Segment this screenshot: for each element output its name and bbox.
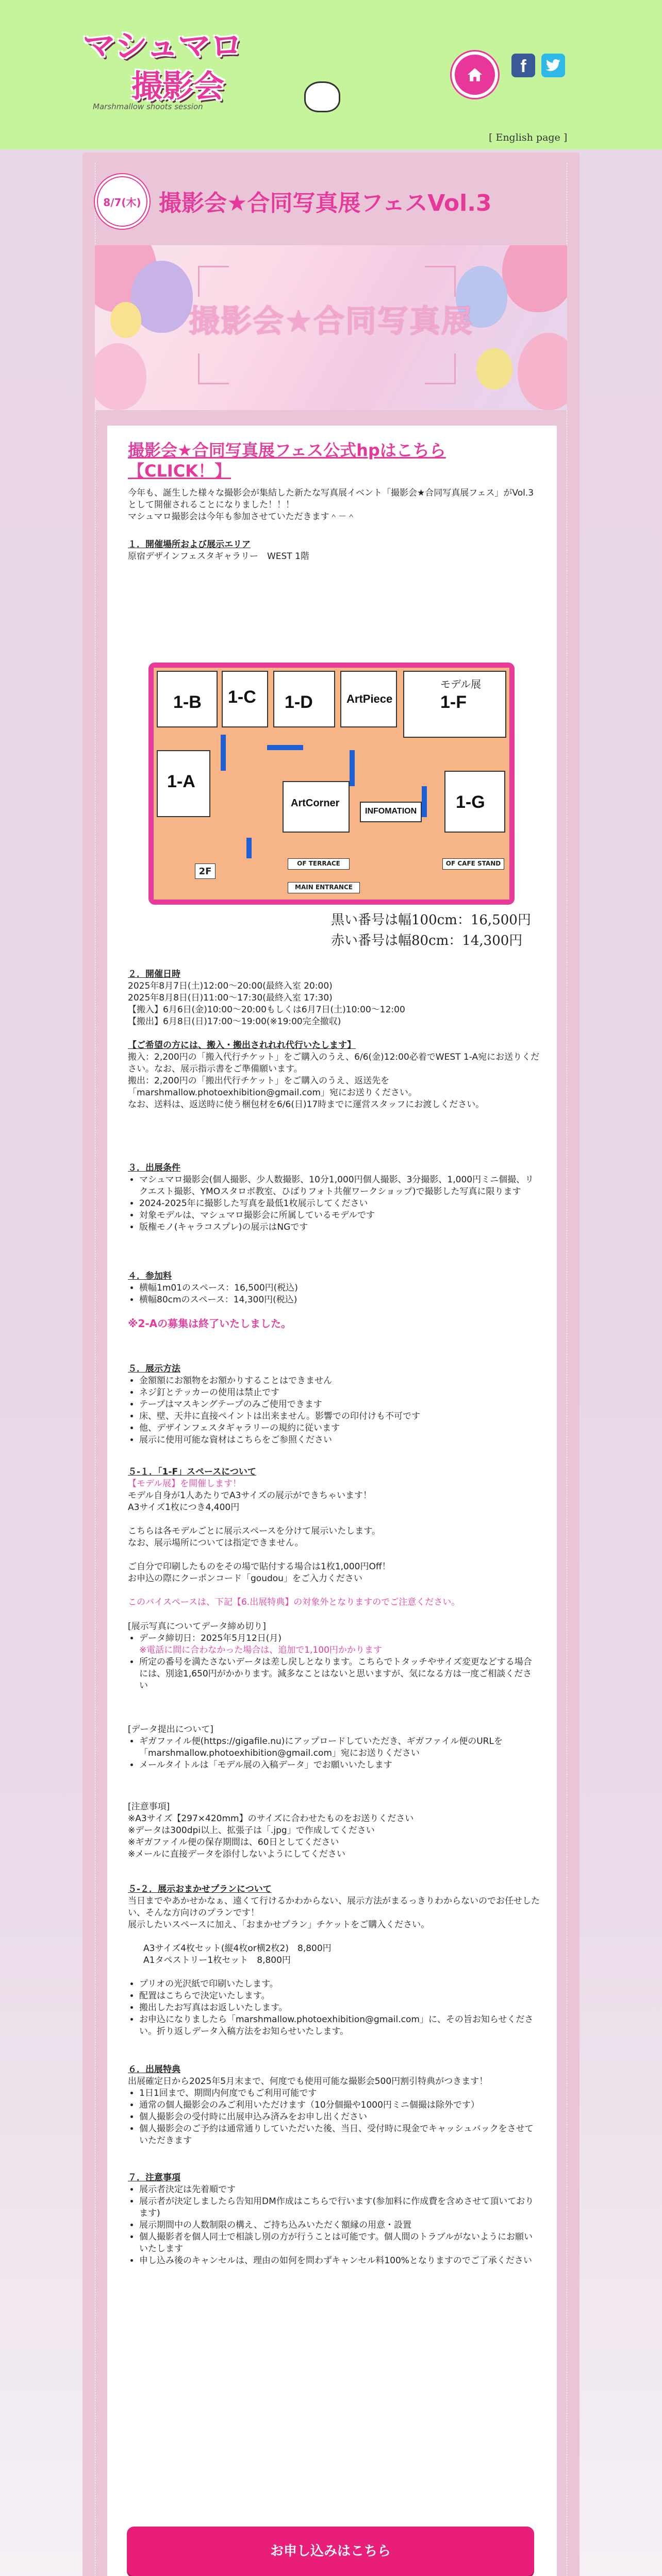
section-5-2: ５-２．展示おまかせプランについて 当日までやあかせかなぁ、遠くて行けるかわからない、展示方法がまるっきりわからないのでお任せしたい、そんな方向けのプランです！ 展示したいスペースに加え、「おまかせプラン」チケットをご購入ください。 A3サイズ4枚セット(縦4枚or横2枚2) 8,800円 A1タペストリー1枚セット 8,800円 • プリオの光沢紙で印刷いたします。 • 配置はこちらで決定いたします。 • 搬出したお写真はお返しいたします。 • お申込になりましたら「marshmallow.photoexhibition@gmail.com」に、その旨お知らせください。折り返しデータ入稿方法をお知らせいたします。 xyxy=(128,1884,540,2038)
main-entrance-sign: MAIN ENTRANCE xyxy=(288,882,360,893)
site-logo[interactable] xyxy=(77,14,263,117)
logo-title: マシュマロ xyxy=(82,27,242,65)
cafe-stand-sign: OF CAFE STAND xyxy=(442,858,504,870)
twitter-icon[interactable] xyxy=(541,54,565,77)
price-legend: 黒い番号は幅100cm：16,500円 赤い番号は幅80cm：14,300円 xyxy=(331,912,531,948)
floor-plan: 1-B 1-C 1-D ArtPiece モデル展 1-F 1-A ArtCorner INFOMATION 1-G 2F OF TERRACE MAIN ENTRANCE OF CAFE STAND xyxy=(148,663,515,905)
section-1 xyxy=(128,539,540,563)
section-5: ５．展示方法 • 金額額にお額物をお額かりすることはできません • ネジ釘とテッカーの使用は禁止です • テープはマスキングテープのみご使用できます • 床、壁、天井に直接ペイントは出来ません。影響での印付けも不可です • 他、デザインフェスタギャラリーの規約に従います • 展示に使用可能な資材はこちらをご参照ください xyxy=(128,1363,540,1446)
intro-text: 今年も、誕生した様々な撮影会が集結した新たな写真展イベント「撮影会★合同写真展フェス」がVol.3として開催されることになりました！！！ マシュマロ撮影会は今年も参加させていただきます＾－＾ xyxy=(128,488,534,522)
date-badge: 8/7(木) xyxy=(97,176,147,227)
section-7: ７．注意事項 • 展示者決定は先着順です • 展示者が決定しましたら告知用DM作成はこちらで行います(参加料に作成費を含めさせて頂いております) • 展示期間中の人数制限の構え、ご持ち込みいただく額縁の用意・設置 • 個人撮影者を個人同士で相談し別の方が行うことは可能です。個人間のトラブルがないようにお願いいたします • 申し込み後のキャンセルは、理由の如何を問わずキャンセル料100%となりますのでご了承ください xyxy=(128,2172,540,2267)
sold-out-notice: ※2-Aの募集は終了いたしました。 xyxy=(128,1317,292,1330)
logo-subtitle: 撮影会 xyxy=(131,69,224,105)
data-deadline: [展示写真についてデータ締め切り] • データ締切日：2025年5月12日(月) ※電話に間に合わなかった場合は、追加で1,100円かかります • 所定の番号を満たさないデータは差し戻しとなります。こちらでトタッチやサイズ変更などする場合には、別途1,650円がかかります。減多なことはないと思いますが、気になる方は一度ご相談ください xyxy=(128,1621,540,1692)
data-submission: [データ提出について] • ギガファイル便(https://gigafile.nu)にアップロードしていただき、ギガファイル便のURLを「marshmallow.photoexhibition@gmail.com」宛にお送りください • メールタイトルは「モデル展の入稿データ」でお願いいたします xyxy=(128,1724,540,1771)
venue-text: 原宿デザインフェスタギャラリー WEST 1階 xyxy=(128,551,309,562)
hero-title: 撮影会★合同写真展 xyxy=(189,303,473,340)
english-page-link[interactable]: [ English page ] xyxy=(489,132,568,143)
section-6: ６．出展特典 出展確定日から2025年5月末まで、何度でも使用可能な撮影会500円割引特典がつきます！ • 1日1回まで、期間内何度でもご利用可能です • 通常の個人撮影会のみご利用いただけます（10分個撮や1000円ミニ個撮は除外です） • 個人撮影会の受付時に出展申込み済みをお申し出ください • 個人撮影会のご予約は通常通りしていただいた後、当日、受付時に現金でキャッシュバックをさせていただきます xyxy=(128,2064,540,2147)
section-1-heading: １．開催場所および展示エリア xyxy=(128,539,251,550)
home-button[interactable] xyxy=(452,52,498,98)
terrace-sign: OF TERRACE xyxy=(288,858,350,870)
section-4: ４．参加料 • 横幅1m01のスペース：16,500円(税込) • 横幅80cmのスペース：14,300円(税込) ※2-Aの募集は終了いたしました。 xyxy=(128,1270,540,1330)
official-hp-link[interactable]: 撮影会★合同写真展フェス公式hpはこちら【CLICK！】 xyxy=(128,440,446,481)
floor-map xyxy=(128,582,535,948)
home-icon xyxy=(466,66,484,83)
page-title: 撮影会★合同写真展フェスVol.3 xyxy=(159,190,492,216)
section-3: ３．出展条件 • マシュマロ撮影会(個人撮影、少人数撮影、10分1,000円個人撮影、3分撮影、1,000円ミニ個撮、リクエスト撮影、YMOスタロボ教室、ひばりフォト共催ワークショップ)で撮影した写真に限ります • 2024-2025年に撮影した写真を最低1枚展示してください • 対象モデルは、マシュマロ撮影会に所属しているモデルです • 版権モノ(キャラコスプレ)の展示はNGです xyxy=(128,1162,540,1233)
logo-tagline: Marshmallow shoots session xyxy=(93,102,203,111)
event-card xyxy=(82,152,580,2576)
facebook-icon[interactable]: f xyxy=(511,54,535,77)
apply-button[interactable]: お申し込みはこちら xyxy=(127,2527,534,2576)
hero-banner xyxy=(95,245,567,410)
section-5-1: ５-１．「1-F」スペースについて 【モデル展】を開催します！ モデル自身が1人あたりでA3サイズの展示ができちゃいます！ A3サイズ1枚につき4,400円 こちらは各モデルごとに展示スペースを分けて展示いたします。 なお、展示場所については指定できません。 ご自分で印刷したものをその場で貼付する場合は1枚1,000円Off！ お申込の際にクーポンコード「goudou」をご入力ください このバイスペースは、下記【6.出展特典】の対象外となりますのでご注意ください。 xyxy=(128,1467,460,1607)
caution-notes: [注意事項] ※A3サイズ【297×420mm】のサイズに合わせたものをお送りください ※データは300dpi以上、拡張子は「.jpg」で作成してください ※ギガファイル便の保存期間は、60日としてください ※メールに直接データを添付しないようにしてください xyxy=(128,1802,414,1859)
section-2: ２．開催日時 2025年8月7日(土)12:00〜20:00(最終入室 20:00) 2025年8月8日(日)11:00〜17:30(最終入室 17:30) 【搬入】6月6日(金)10:00〜20:00もしくは6月7日(土)10:00〜12:00 【搬出】6月8日(日)17:00〜19:00(※19:00完全撤収) 【ご希望の方には、搬入・搬出されれれ代行いたします】 搬入：2,200円の「搬入代行チケット」をご購入のうえ、6/6(金)12:00必着でWEST 1-A宛にお送りください。なお、展示指示書をご準備願います。 搬出：2,200円の「搬出代行チケット」をご購入のうえ、返送先を「marshmallow.photoexhibition@gmail.com」宛にお送りください。 なお、送料は、返送時に使う梱包材を6/6(日)17時までに運営スタッフにお渡しください。 xyxy=(128,969,540,1110)
mascot-icon xyxy=(304,81,340,112)
content-body xyxy=(107,426,557,2576)
